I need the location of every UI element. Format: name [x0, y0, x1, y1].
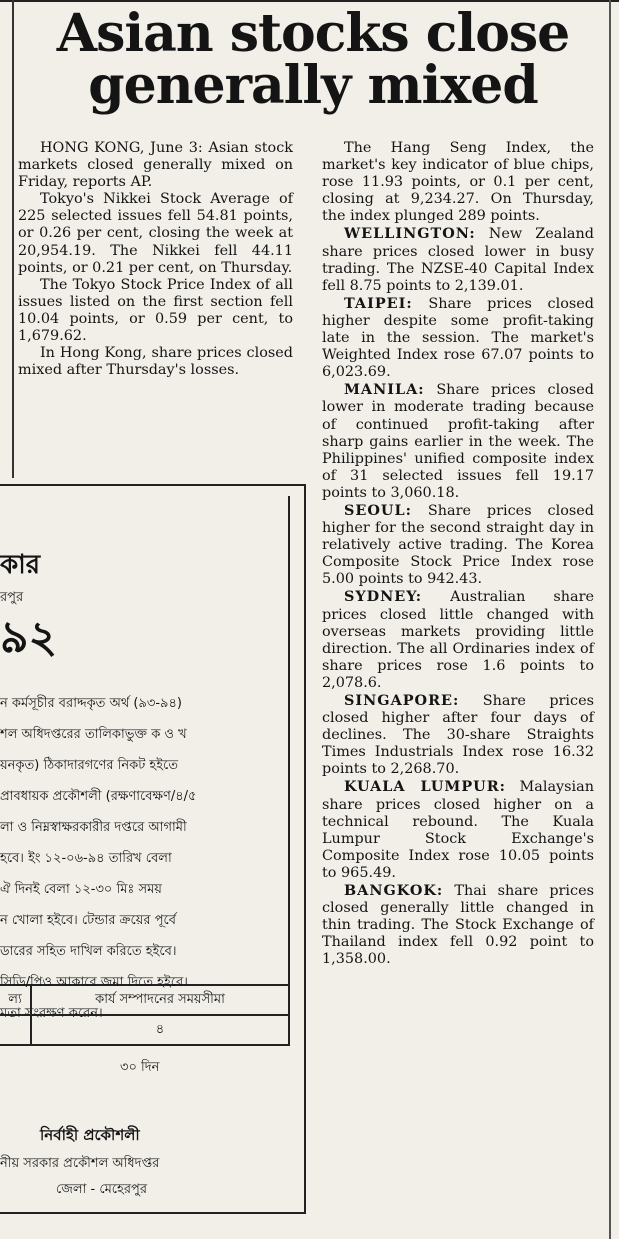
ad-body-line: শল অধিদপ্তরের তালিকাভুক্ত ক ও খ: [0, 727, 187, 742]
article-paragraph: The Tokyo Stock Price Index of all issues listed on the first section fell 10.04 points, or 0.59 per cent, to 1,679.62.: [18, 276, 293, 345]
right-article-column: [322, 140, 594, 969]
ad-number: ৯২: [0, 612, 58, 663]
signature-title: নির্বাহী প্রকৌশলী: [40, 1126, 140, 1144]
headline: Asian stocks close generally mixed: [56, 3, 570, 116]
table-cell: [0, 1015, 31, 1045]
market-report: [322, 502, 594, 588]
table-header-cell: কার্য সম্পাদনের সময়সীমা: [31, 986, 289, 1015]
ad-duration: ৩০ দিন: [120, 1060, 160, 1075]
ad-body-line: য়নকৃত) ঠিকাদারগণের নিকট হইতে: [0, 758, 178, 773]
signature-district: জেলা - মেহেরপুর: [56, 1182, 147, 1197]
market-report: [322, 225, 594, 294]
column-rule-left: [12, 0, 14, 478]
table-header-cell: ল্য: [0, 986, 31, 1015]
market-report: [322, 882, 594, 968]
ad-body-line: মতা সংরক্ষণ করেন।: [0, 1006, 103, 1021]
column-rule-right: [609, 0, 611, 1239]
ad-body-line: ন খোলা হইবে। টেন্ডার ক্রয়ের পূর্বে: [0, 913, 177, 928]
ad-body-line: ডারের সহিত দাখিল করিতে হইবে।: [0, 944, 177, 959]
market-report: [322, 778, 594, 882]
article-paragraph: Tokyo's Nikkei Stock Average of 225 selected issues fell 54.81 points, or 0.26 per cent, closing the week at 20,954.19. The Nikkei fell 44.11 points, or 0.21 per cent, on Thursday.: [18, 191, 293, 276]
table-row: [0, 986, 289, 1015]
ad-body: [0, 688, 286, 1029]
ad-subtitle: রপুর: [0, 590, 24, 605]
ad-body-line: হবে। ইং ১২-০৬-৯৪ তারিখ বেলা: [0, 851, 172, 866]
report-text: Share prices closed higher despite some profit-taking late in the session. The market's Weighted Index rose 67.07 points to 6,023.69.: [322, 295, 594, 381]
table-cell: ৪: [31, 1015, 289, 1045]
ad-table: [0, 986, 290, 1046]
left-article-column: [18, 140, 293, 379]
city-label: BANGKOK:: [344, 882, 444, 900]
market-report: [322, 692, 594, 778]
ad-body-line: লা ও নিম্নস্বাক্ষরকারীর দপ্তরে আগামী: [0, 820, 187, 835]
ad-title: কার: [0, 550, 41, 580]
ad-body-line: সিডি/পিও আকারে জমা দিতে হইবে।: [0, 975, 188, 990]
market-report: [322, 295, 594, 381]
report-text: Share prices closed lower in moderate trading because of continued profit-taking after sharp gains earlier in the week. The Philippines' unified composite index of 31 selected issues fell 19.17 points to 3,060.18.: [322, 382, 594, 501]
article-paragraph: In Hong Kong, share prices closed mixed after Thursday's losses.: [18, 345, 293, 379]
report-text: Australian share prices closed little changed with overseas markets providing little direction. The all Ordinaries index of share prices rose 1.6 points to 2,078.6.: [322, 589, 595, 691]
article-paragraph: The Hang Seng Index, the market's key indicator of blue chips, rose 11.93 points, or 0.1 per cent, closing at 9,234.27. On Thursday, the index plunged 289 points.: [322, 140, 594, 225]
city-label: KUALA LUMPUR:: [344, 778, 506, 796]
report-text: Share prices closed higher after four days of declines. The 30-share Straights Times Industrials Index rose 16.32 points to 2,268.70.: [322, 693, 594, 778]
report-text: Malaysian share prices closed higher on a technical rebound. The Kuala Lumpur Stock Exchange's Composite Index rose 10.05 points to 965.49.: [322, 779, 594, 881]
market-report: [322, 588, 594, 692]
city-label: MANILA:: [344, 381, 425, 399]
signature-office: নীয় সরকার প্রকৌশল অধিদপ্তর: [0, 1156, 160, 1171]
table-row: [0, 1015, 289, 1045]
city-label: SINGAPORE:: [344, 692, 460, 709]
city-label: SEOUL:: [344, 501, 412, 519]
report-text: New Zealand share prices closed lower in busy trading. The NZSE-40 Capital Index fell 8.75 points to 2,139.01.: [322, 226, 594, 294]
tender-advertisement: [0, 484, 306, 1214]
ad-body-line: প্রাবধায়ক প্রকৌশলী (রক্ষণাবেক্ষণ/৪/৫: [0, 789, 197, 804]
ad-body-line: ন কর্মসূচীর বরাদ্দকৃত অর্থ (৯৩-৯৪): [0, 696, 182, 711]
report-text: Thai share prices closed generally little changed in thin trading. The Stock Exchange of Thailand index fell 0.92 point to 1,358.00.: [322, 883, 594, 968]
city-label: SYDNEY:: [344, 588, 423, 606]
city-label: TAIPEI:: [344, 294, 413, 312]
market-report: [322, 381, 594, 502]
ad-body-line: ঐ দিনই বেলা ১২-৩০ মিঃ সময়: [0, 882, 162, 897]
report-text: Share prices closed higher for the second straight day in relatively active trading. The Korea Composite Stock Price Index rose 5.00 points to 942.43.: [322, 502, 594, 588]
city-label: WELLINGTON:: [344, 225, 476, 243]
article-paragraph: HONG KONG, June 3: Asian stock markets closed generally mixed on Friday, reports AP.: [18, 140, 293, 191]
